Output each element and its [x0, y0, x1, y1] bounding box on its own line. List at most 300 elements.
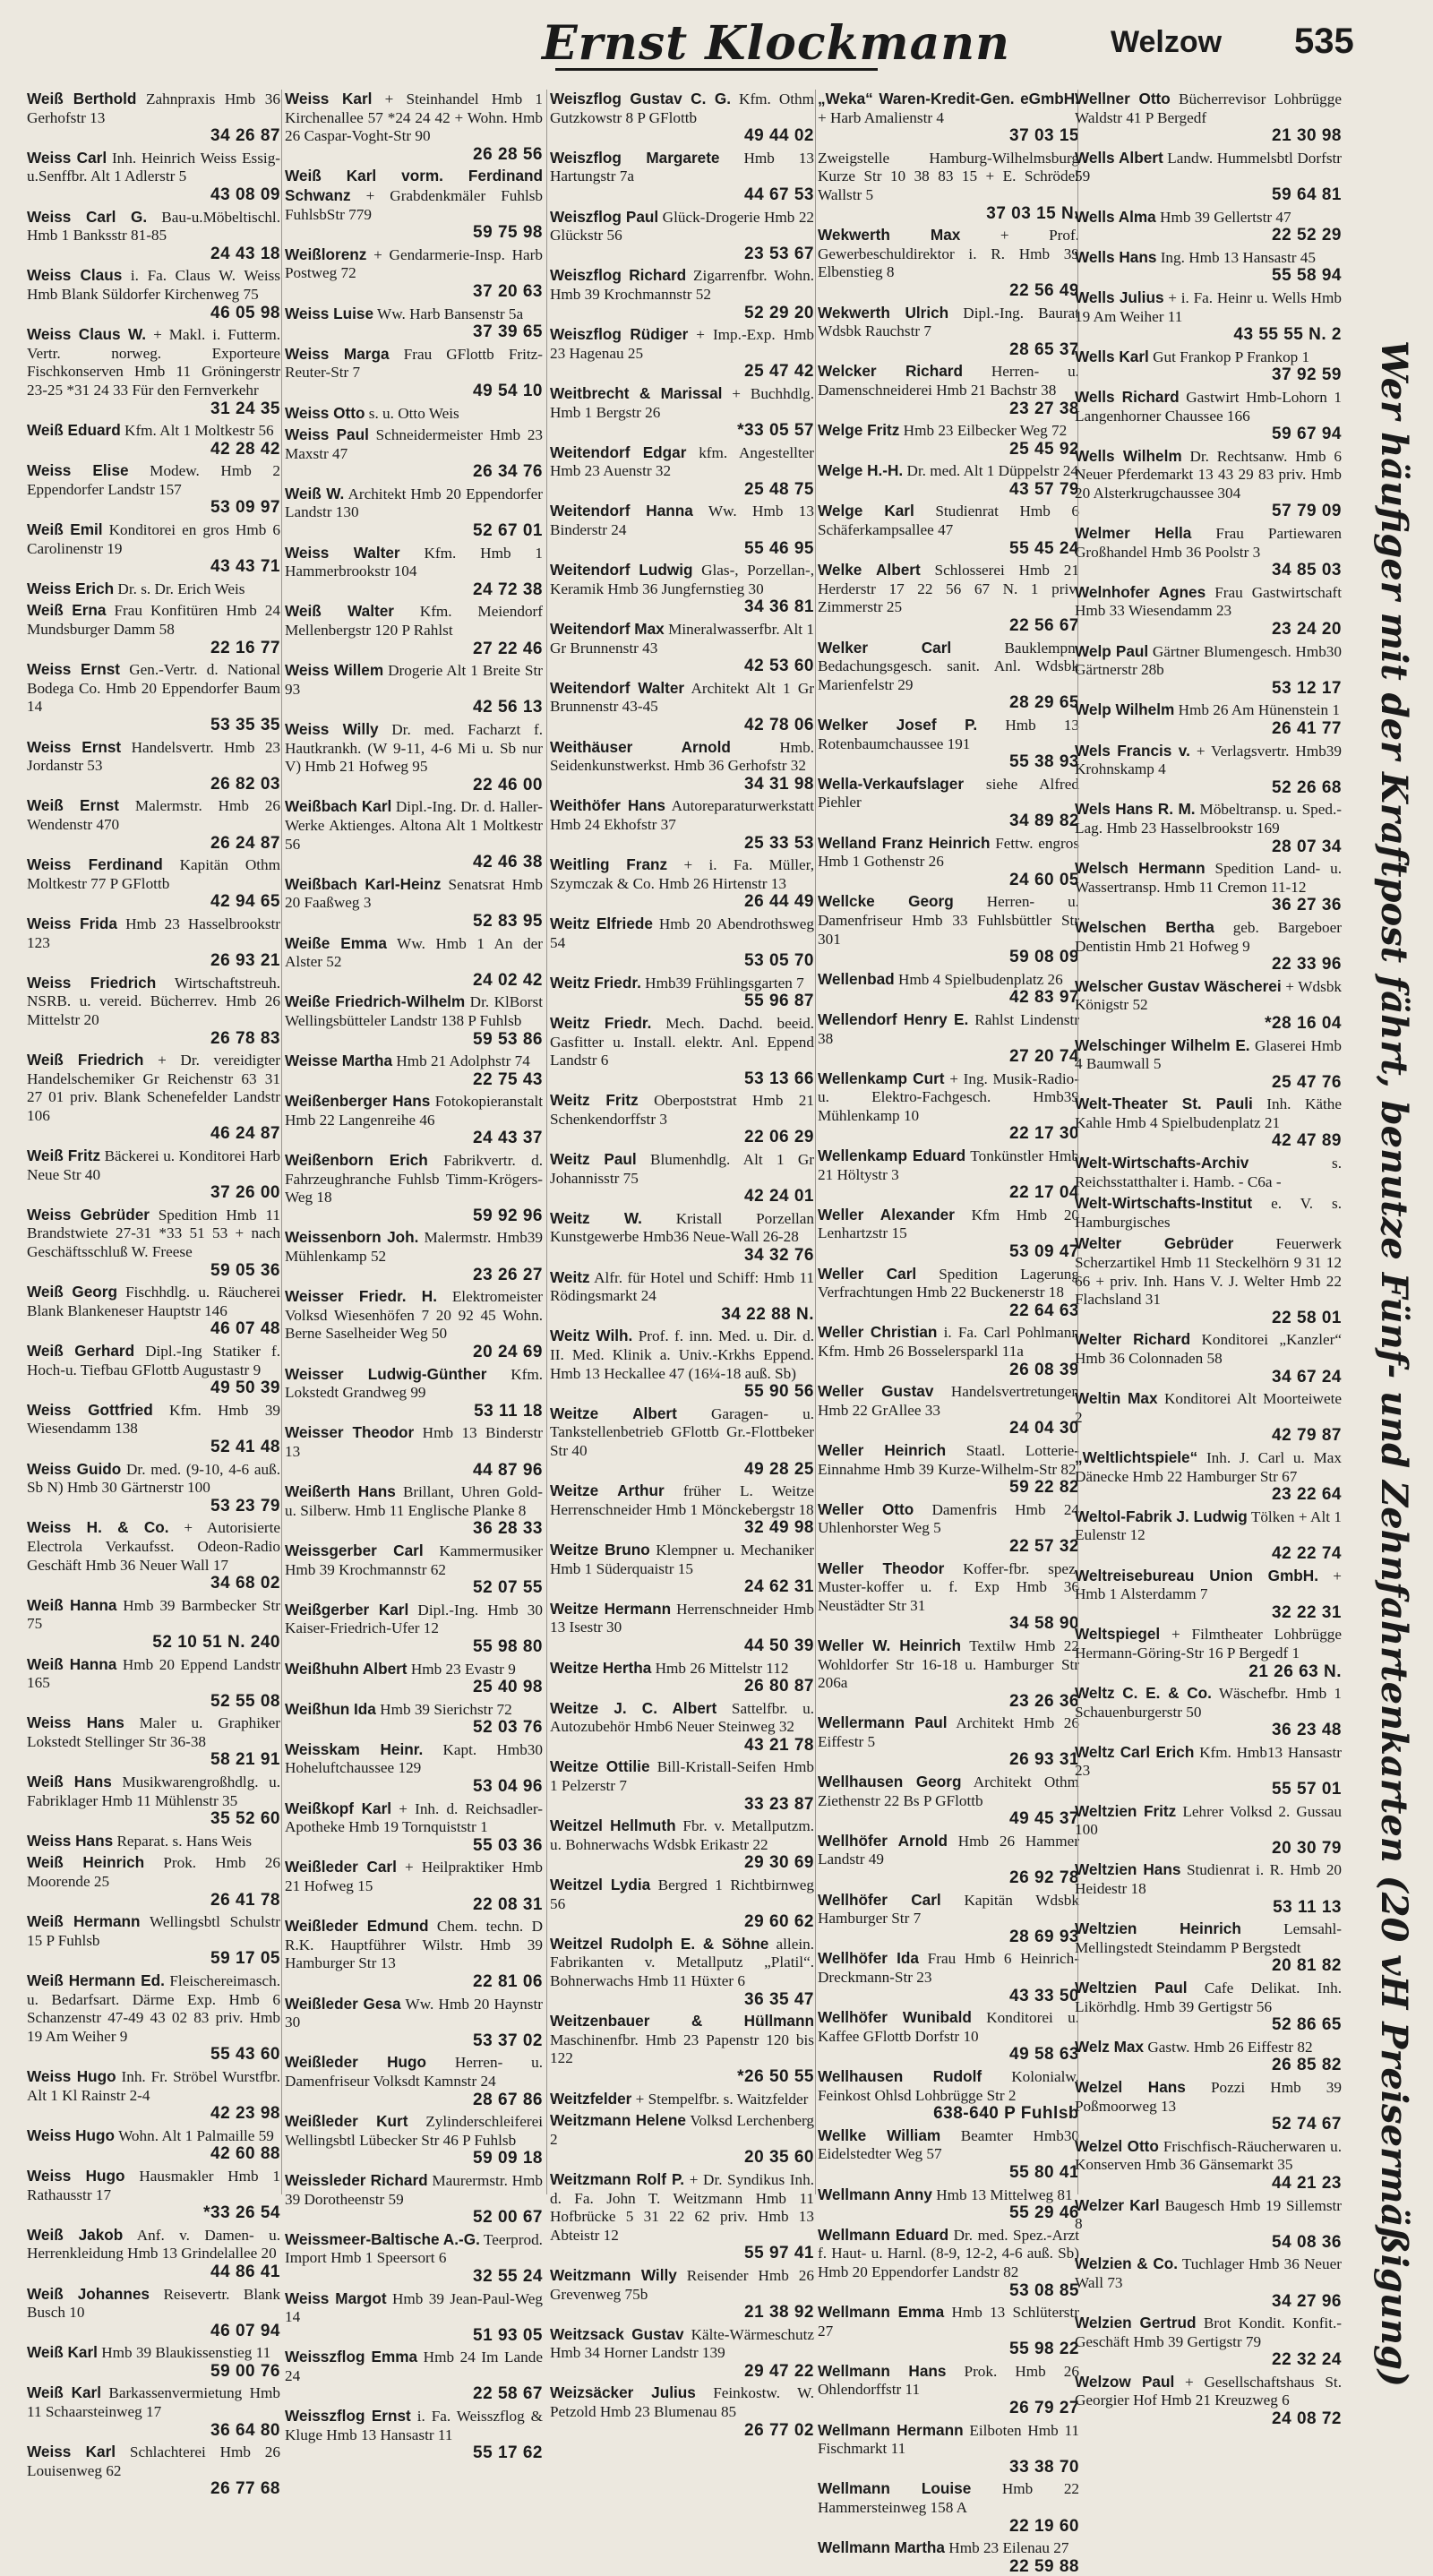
listing-name: Wellendorf Henry E. [818, 1009, 969, 1028]
listing-details: Hmb39 Frühlingsgarten 7 [645, 974, 804, 992]
listing-entry [27, 421, 280, 459]
listing-entry [550, 1404, 814, 1479]
listing-entry [550, 2012, 814, 2086]
listing-entry [818, 2008, 1079, 2065]
listing-details: Bill-Kristall-Seifen Hmb 1 Pelzerstr 7 [550, 1758, 814, 1795]
listing-name: Weitze Arthur [550, 1481, 665, 1500]
listing-name: Wells Albert [1075, 148, 1163, 167]
directory-column-2 [285, 90, 544, 2463]
listing-name: Weitz Paul [550, 1150, 637, 1169]
listing-details: Architekt Alt 1 Gr Brunnenstr 43-45 [550, 679, 814, 716]
listing-phone: 52 00 67 [473, 2208, 543, 2228]
listing-phone: 52 29 20 [744, 303, 814, 322]
listing-name: Weiss Karl [27, 2443, 116, 2461]
listing-details: Brillant, Uhren Gold- u. Silberw. Hmb 11 Englische Planke 8 [285, 1483, 543, 1519]
listing-phone: 46 24 87 [210, 1124, 280, 1144]
listing-details: Kälte-Wärmeschutz Hmb 34 Horner Landstr 139 [550, 2325, 815, 2362]
listing-details: Ww. Hmb 13 Binderstr 24 [550, 502, 814, 539]
listing-details: Feuerwerk Scherzartikel Hmb 11 Steckelhörn 9 31 12 66 + priv. Inh. Hans V. J. Welter Hmb 22 Flachsland 31 [1075, 1235, 1342, 1309]
listing-phone: 22 33 96 [1272, 955, 1342, 975]
listing-name: Welsch Hermann [1075, 859, 1206, 878]
listing-name: Weitendorf Hanna [550, 502, 693, 520]
listing-details: früher L. Weitze Herrenschneider Hmb 1 Mönckebergstr 18 [550, 1482, 814, 1518]
listing-entry [285, 661, 543, 717]
listing-phone: 34 36 81 [744, 597, 814, 617]
listing-details: Herren- u. Damenschneiderei Hmb 21 Bachstr 38 [818, 363, 1079, 399]
listing-entry [1075, 2137, 1342, 2194]
listing-phone: 53 11 18 [474, 1401, 543, 1421]
listing-entry [1075, 1684, 1342, 1740]
listing-entry [1075, 2196, 1342, 2253]
listing-entry [27, 1401, 280, 1457]
listing-name: Weiß Berthold [27, 90, 137, 107]
listing-details: Spedition Land- u. Wassertransp. Hmb 11 Cremon 11-12 [1075, 860, 1342, 896]
listing-entry [27, 2226, 280, 2282]
listing-name: Weitbrecht & Marissal [550, 383, 723, 402]
listing-entry [550, 384, 814, 441]
listing-phone: 25 45 92 [1009, 439, 1079, 459]
listing-phone: 22 81 06 [473, 1972, 543, 1991]
listing-phone: 53 04 96 [473, 1777, 543, 1797]
listing-details: Gut Frankop P Frankop 1 [1153, 348, 1310, 365]
listing-name: Weiss Paul [285, 425, 369, 444]
listing-name: Weißenborn Erich [285, 1151, 428, 1170]
listing-name: Weiss Frida [27, 914, 117, 932]
listing-details: Anf. v. Damen- u. Herrenkleidung Hmb 13 Grindelallee 20 [27, 2226, 280, 2263]
listing-phone: 22 56 67 [1009, 616, 1079, 636]
listing-details: Elektromeister Volksd Wiesenhöfen 7 20 92 45 Wohn. Berne Saselheider Weg 50 [285, 1288, 543, 1343]
listing-name: Weiss Karl [285, 90, 373, 107]
listing-phone: 53 05 70 [744, 951, 814, 971]
listing-entry [285, 2407, 543, 2463]
listing-name: Wellenkamp Curt [818, 1069, 945, 1087]
listing-name: Weisser Friedr. H. [285, 1287, 437, 1306]
listing-entry [550, 2111, 814, 2168]
listing-entry [550, 914, 814, 971]
listing-entry [550, 1541, 814, 1597]
listing-phone: 58 21 91 [210, 1750, 280, 1770]
listing-entry [285, 602, 543, 658]
listing-details: Landw. Hummelsbtl Dorfstr 59 [1075, 149, 1343, 185]
listing-name: Weltzien Paul [1075, 1979, 1188, 1996]
listing-name: Weithöfer Hans [550, 796, 665, 815]
listing-entry [1075, 1154, 1342, 1191]
listing-details: Frischfisch-Räucherwaren u. Konserven Hmb 36 Gänsemarkt 35 [1075, 2137, 1343, 2174]
listing-details: Drogerie Alt 1 Breite Str 93 [285, 662, 543, 698]
listing-details: Handelsvertretungen Hmb 22 GrAllee 33 [818, 1383, 1080, 1419]
listing-phone: 53 09 47 [1009, 1242, 1079, 1262]
listing-name: Weisser Ludwig-Günther [285, 1364, 487, 1383]
listing-entry [27, 325, 280, 418]
listing-phone: 49 44 02 [744, 126, 814, 146]
listing-name: Weiß Hans [27, 1773, 112, 1791]
listing-details: Maschinenfbr. Hmb 23 Papenstr 120 bis 122 [550, 2031, 814, 2067]
listing-entry [285, 992, 543, 1049]
listing-name: Wellenbad [818, 969, 895, 988]
listing-phone: 42 94 65 [210, 892, 280, 912]
listing-name: Weitendorf Edgar [550, 442, 687, 461]
listing-phone: 53 09 97 [210, 498, 280, 518]
listing-entry [550, 855, 814, 912]
listing-phone: 25 47 76 [1272, 1072, 1342, 1092]
listing-entry [27, 1713, 280, 1770]
listing-name: Weitzmann Helene [550, 2111, 686, 2130]
listing-phone: 26 34 76 [473, 462, 543, 482]
listing-name: Weißkopf Karl [285, 1799, 392, 1817]
listing-phone: 46 05 98 [210, 303, 280, 322]
listing-name: „Weltlichtspiele“ [1075, 1447, 1198, 1466]
listing-name: Weitzsack Gustav [550, 2324, 684, 2343]
listing-entry [1075, 977, 1342, 1034]
listing-details: Spedition Lagerung Verfrachtungen Hmb 22 Buckenerstr 18 [818, 1265, 1079, 1301]
listing-entry [550, 502, 814, 558]
listing-phone: 52 55 08 [210, 1691, 280, 1711]
listing-phone: 59 05 36 [210, 1260, 280, 1280]
listing-details: + Harb Amalienstr 4 [818, 108, 944, 126]
listing-details: Dipl.-Ing. Baurat Wdsbk Rauchstr 7 [818, 304, 1079, 340]
listing-entry [1075, 1095, 1342, 1151]
listing-name: Weltz C. E. & Co. [1075, 1684, 1212, 1703]
listing-name: Weiß Ernst [27, 796, 119, 815]
listing-name: Weitzfelder [550, 2089, 632, 2108]
listing-entry [818, 421, 1079, 459]
listing-entry [550, 2090, 814, 2109]
listing-phone: 34 27 96 [1272, 2291, 1342, 2311]
listing-phone: 34 58 90 [1009, 1614, 1079, 1634]
listing-phone: 59 67 94 [1272, 425, 1342, 444]
listing-name: Weitzenbauer & Hüllmann [550, 2012, 814, 2031]
listing-entry [1075, 2373, 1342, 2429]
listing-details: Kfm. Hmb 39 Wiesendamm 138 [27, 1401, 281, 1438]
listing-name: Welschinger Wilhelm E. [1075, 1035, 1250, 1054]
listing-entry [285, 167, 543, 242]
listing-name: Weiss Carl G. [27, 207, 148, 226]
listing-details: Kolonialw. Feinkost Ohlsd Lohbrügge Str 2 [818, 2067, 1079, 2104]
listing-phone: 42 53 60 [744, 657, 814, 676]
listing-phone: 23 53 67 [744, 244, 814, 263]
listing-details: + Inh. d. Reichsadler-Apotheke Hmb 19 Tornquiststr 1 [285, 1799, 543, 1836]
listing-phone: 36 28 33 [473, 1519, 543, 1539]
listing-entry [1075, 149, 1342, 205]
listing-entry [285, 1799, 543, 1856]
listing-entry [285, 1092, 543, 1148]
listing-phone: 59 75 98 [473, 223, 543, 243]
listing-entry [818, 1069, 1079, 1144]
listing-phone: 44 67 53 [744, 185, 814, 204]
logo-underline [555, 68, 878, 71]
listing-name: Weltz Carl Erich [1075, 1742, 1195, 1761]
listing-entry [27, 1853, 280, 1910]
listing-details: Kfm. Alt 1 Moltkestr 56 [124, 422, 274, 440]
listing-phone: 46 07 48 [210, 1319, 280, 1339]
listing-name: Weitze J. C. Albert [550, 1698, 717, 1717]
listing-entry [550, 1600, 814, 1656]
listing-entry [550, 1327, 814, 1401]
listing-phone: 25 40 98 [473, 1678, 543, 1697]
listing-details: Hmb 26 Mittelstr 112 [655, 1659, 789, 1677]
listing-entry [285, 2348, 543, 2404]
listing-entry [285, 1917, 543, 1991]
listing-details: + Ing. Musik-Radio- u. Elektro-Fachgesch. Hmb39 Mühlenkamp 10 [818, 1069, 1079, 1124]
listing-phone: 36 35 47 [744, 1989, 814, 2009]
listing-details: Dr. med. Alt 1 Düppelstr 24 [906, 462, 1078, 480]
listing-name: Weitze Bruno [550, 1540, 650, 1558]
listing-entry [1075, 1036, 1342, 1093]
listing-name: Wekwerth Ulrich [818, 303, 949, 322]
listing-name: Weißleder Kurt [285, 2112, 408, 2131]
listing-details: Bücherrevisor Lohbrügge Waldstr 41 P Bergedf [1075, 90, 1342, 126]
listing-entry [1075, 1860, 1342, 1917]
listing-phone: 53 11 13 [1273, 1897, 1342, 1917]
listing-entry [550, 2266, 814, 2323]
listing-phone: 22 17 30 [1009, 1124, 1079, 1144]
listing-entry [27, 1206, 280, 1280]
listing-entry [1075, 447, 1342, 521]
listing-details: Wohn. Alt 1 Palmaille 59 [118, 2126, 274, 2144]
listing-details: Kapt. Hmb30 Hoheluftchaussee 129 [285, 1740, 543, 1777]
listing-details: Tonkünstler Hmb 21 Höltystr 3 [818, 1147, 1079, 1183]
listing-details: Zweigstelle Hamburg-Wilhelmsburg Kurze Str 10 38 83 15 + E. Schrödel Wallstr 5 [818, 149, 1079, 203]
listing-name: Wellmann Eduard [818, 2225, 949, 2244]
listing-entry [285, 1995, 543, 2051]
listing-entry [818, 1441, 1079, 1498]
listing-phone: 37 39 65 [473, 322, 543, 342]
listing-phone: 24 08 72 [1272, 2409, 1342, 2429]
listing-name: Welter Richard [1075, 1330, 1191, 1349]
listing-entry [1075, 2078, 1342, 2134]
listing-name: Welzel Otto [1075, 2136, 1159, 2155]
listing-phone: 43 08 09 [210, 185, 280, 204]
listing-details: + Makl. i. Futterm. Vertr. norweg. Exporteure Fischkonserven Hmb 11 Gröningerstr 23-25 *31 24 33 Für den Fernverkehr [27, 326, 280, 399]
listing-phone: 26 28 56 [473, 144, 543, 164]
listing-entry [550, 1935, 814, 2009]
listing-entry [550, 325, 814, 382]
listing-details: Brot Kondit. Konfit.-Geschäft Hmb 39 Gertigstr 79 [1075, 2314, 1342, 2350]
listing-phone: 42 60 88 [210, 2144, 280, 2164]
listing-details: Inh. Heinrich Weiss Essig-u.Senffbr. Alt 1 Adlerstr 5 [27, 149, 281, 185]
listing-phone: 26 78 83 [210, 1028, 280, 1048]
listing-entry [1075, 1743, 1342, 1799]
listing-details: Studienrat Hmb 6 Schäferkampsallee 47 [818, 502, 1080, 539]
listing-entry [285, 875, 543, 932]
listing-phone: 35 52 60 [210, 1809, 280, 1829]
listing-details: siehe Alfred Piehler [818, 775, 1079, 811]
listing-details: Inh. J. Carl u. Max Dänecke Hmb 22 Hamburger Str 67 [1075, 1448, 1342, 1485]
listing-name: Weiss Claus [27, 266, 123, 285]
listing-details: + Gendarmerie-Insp. Harb Postweg 72 [285, 245, 543, 282]
listing-details: s. u. Otto Weis [368, 404, 459, 422]
listing-details: Musikwarengroßhdlg. u. Fabriklager Hmb 11 Mühlenstr 35 [27, 1773, 281, 1809]
listing-phone: 53 08 85 [1009, 2280, 1079, 2300]
listing-details: + Stempelfbr. s. Waitzfelder [635, 2090, 809, 2108]
listing-phone: 52 07 55 [473, 1578, 543, 1598]
listing-details: + Verlagsvertr. Hmb39 Krohnskamp 4 [1075, 742, 1342, 778]
listing-details: Dr. s. Dr. Erich Weis [117, 580, 245, 597]
listing-name: Weiss Ernst [27, 737, 122, 756]
listing-phone: 34 85 03 [1272, 561, 1342, 580]
listing-phone: 42 47 89 [1272, 1131, 1342, 1151]
listing-phone: 32 49 98 [744, 1518, 814, 1538]
listing-name: Wellmann Hans [818, 2361, 947, 2380]
listing-name: Weisse Martha [285, 1052, 393, 1070]
listing-entry [818, 2067, 1079, 2124]
listing-phone: 52 86 65 [1272, 2015, 1342, 2035]
listing-entry [1075, 583, 1342, 640]
listing-details: Pozzi Hmb 39 Poßmoorweg 13 [1075, 2078, 1342, 2115]
listing-entry [27, 580, 280, 599]
listing-phone: 26 93 21 [210, 951, 280, 971]
listing-phone: 55 43 60 [210, 2045, 280, 2065]
listing-details: Prok. Hmb 26 Moorende 25 [27, 1854, 280, 1891]
listing-name: Weiss Elise [27, 461, 129, 480]
listing-phone: 26 80 87 [744, 1677, 814, 1696]
listing-details: Dr. med. Facharzt f. Hautkrankh. (W 9-11, 4-6 Mi u. Sb nur V) Hmb 21 Hofweg 95 [285, 721, 543, 776]
listing-details: Cafe Delikat. Inh. Likörhdlg. Hmb 39 Gertigstr 56 [1075, 1979, 1343, 2015]
listing-name: Weiss Hans [27, 1831, 114, 1850]
listing-phone: 22 17 04 [1009, 1183, 1079, 1203]
listing-entry [818, 1146, 1079, 1203]
listing-phone: 23 27 38 [1009, 399, 1079, 418]
listing-phone: 34 26 87 [210, 126, 280, 146]
listing-entry [285, 1423, 543, 1480]
listing-name: Welge Fritz [818, 421, 900, 440]
listing-phone: 22 58 67 [473, 2384, 543, 2404]
listing-entry [818, 362, 1079, 418]
listing-details: Frau Konfitüren Hmb 24 Mundsburger Damm 58 [27, 602, 280, 639]
listing-entry [27, 2285, 280, 2341]
listing-entry [27, 520, 280, 577]
listing-name: Wells Julius [1075, 288, 1164, 306]
listing-details: Möbeltransp. u. Sped.-Lag. Hmb 23 Hasselbrookstr 169 [1075, 801, 1342, 837]
listing-name: Weiß Georg [27, 1283, 117, 1301]
listing-details: Bauklempn. Bedachungsgesch. sanit. Anl. Wdsbk Marienfelstr 29 [818, 639, 1080, 693]
listing-entry [818, 226, 1079, 300]
listing-details: Oberpoststrat Hmb 21 Schenkendorffstr 3 [550, 1092, 814, 1128]
listing-details: Hmb 39 Blaukissenstieg 11 [101, 2344, 271, 2362]
listing-details: Kfm Hmb 20 Lenhartzstr 15 [818, 1206, 1080, 1242]
listing-entry [1075, 2038, 1342, 2075]
listing-entry [1075, 388, 1342, 444]
listing-details: Hausmakler Hmb 1 Rathausstr 17 [27, 2167, 280, 2203]
listing-details: Architekt Othm Ziethenstr 22 Bs P GFlottb [818, 1773, 1079, 1809]
listing-entry [27, 914, 280, 971]
listing-details: Kapitän Othm Moltkestr 77 P GFlottb [27, 856, 281, 892]
listing-details: Hmb 13 Mittelweg 81 [936, 2185, 1073, 2203]
listing-entry [550, 1699, 814, 1756]
listing-details: i. Fa. Claus W. Weiss Hmb Blank Süldorfer Kirchenweg 75 [27, 267, 281, 303]
listing-details: Kfm. Lokstedt Grandweg 99 [285, 1365, 543, 1402]
listing-details: Fotokopieranstalt Hmb 22 Langenreihe 46 [285, 1093, 543, 1129]
listing-phone: 49 28 25 [744, 1459, 814, 1479]
listing-phone: 26 24 87 [210, 833, 280, 853]
listing-name: Weltzien Fritz [1075, 1801, 1177, 1820]
listing-name: Weiss Friedrich [27, 973, 157, 992]
listing-name: Welge H.-H. [818, 461, 904, 480]
listing-entry [818, 2421, 1079, 2477]
listing-details: Glaserei Hmb 4 Baumwall 5 [1075, 1036, 1343, 1073]
listing-phone: 23 26 27 [473, 1265, 543, 1284]
listing-entry [818, 149, 1079, 223]
listing-details: Beamter Hmb30 Eidelstedter Weg 57 [818, 2126, 1080, 2163]
listing-entry [550, 1876, 814, 1932]
listing-entry [1075, 1389, 1342, 1446]
listing-name: Weiss Ferdinand [27, 855, 163, 874]
listing-details: Rahlst Lindenstr 38 [818, 1010, 1079, 1047]
listing-name: Weiss Ernst [27, 660, 120, 679]
listing-entry [27, 1283, 280, 1339]
listing-entry [1075, 918, 1342, 975]
listing-phone: 24 04 30 [1009, 1419, 1079, 1438]
listing-details: Ww. Harb Bansenstr 5a [377, 305, 524, 322]
listing-name: Weltol-Fabrik J. Ludwig [1075, 1507, 1248, 1525]
listing-details: Klempner u. Mechaniker Hmb 1 Süderquaistr 15 [550, 1541, 815, 1577]
listing-phone: 37 92 59 [1272, 365, 1342, 385]
listing-name: Weltspiegel [1075, 1625, 1161, 1644]
listing-details: Frau Partiewaren Großhandel Hmb 36 Poolstr 3 [1075, 525, 1342, 561]
listing-name: Weiß Hermann Ed. [27, 1971, 165, 1989]
listing-name: Weisskam Heinr. [285, 1739, 424, 1758]
listing-name: Weiß Jakob [27, 2225, 124, 2244]
listing-details: Ww. Hmb 1 An der Alster 52 [285, 934, 543, 971]
listing-entry [27, 1518, 280, 1593]
listing-phone: 55 46 95 [744, 538, 814, 558]
listing-name: Weiszflog Rüdiger [550, 325, 689, 344]
listing-name: Wekwerth Max [818, 226, 961, 245]
listing-entry [1075, 2314, 1342, 2370]
listing-phone: 37 26 00 [210, 1183, 280, 1203]
listing-name: Weitze Hertha [550, 1658, 652, 1677]
listing-entry [818, 2479, 1079, 2536]
listing-details: Kfm. Meiendorf Mellenbergstr 120 P Rahlst [285, 603, 543, 640]
listing-name: Wellhöfer Carl [818, 1890, 941, 1909]
listing-entry [285, 934, 543, 991]
listing-entry [818, 1713, 1079, 1770]
listing-phone: 43 21 78 [744, 1735, 814, 1755]
listing-name: Weißhun Ida [285, 1699, 376, 1718]
listing-entry [285, 2171, 543, 2228]
listing-phone: 52 41 48 [210, 1437, 280, 1456]
listing-entry [818, 1832, 1079, 1888]
column-divider [546, 90, 547, 2194]
listing-name: Weitz Elfriede [550, 914, 653, 932]
listing-name: Weiß Hanna [27, 1595, 117, 1614]
listing-name: Weissleder Richard [285, 2170, 428, 2189]
listing-name: Weiss Luise [285, 304, 374, 322]
listing-entry [1075, 288, 1342, 345]
listing-details: Schneidermeister Hmb 23 Maxstr 47 [285, 426, 544, 462]
listing-name: Welker Carl [818, 638, 952, 657]
listing-entry [1075, 742, 1342, 798]
listing-entry [550, 2170, 814, 2263]
listing-details: Architekt Hmb 20 Eppendorfer Landstr 130 [285, 485, 543, 521]
listing-entry [1075, 1507, 1342, 1564]
listing-details: Reisender Hmb 26 Grevenweg 75b [550, 2266, 814, 2303]
listing-entry [27, 660, 280, 734]
listing-phone: 37 03 15 [1009, 126, 1079, 146]
listing-name: Wellmann Emma [818, 2303, 945, 2322]
listing-entry [1075, 1919, 1342, 1976]
listing-details: Hmb 23 Eilenau 27 [948, 2539, 1069, 2557]
directory-column-1 [27, 90, 281, 2499]
listing-name: Weithäuser Arnold [550, 737, 731, 756]
listing-phone: 53 12 17 [1272, 678, 1342, 698]
listing-details: Hmb 13 Hartungstr 7a [550, 149, 814, 185]
listing-entry [818, 1323, 1079, 1379]
listing-details: Fettw. engros Hmb 1 Gothenstr 26 [818, 834, 1080, 871]
listing-details: + Imp.-Exp. Hmb 23 Hagenau 25 [550, 326, 815, 362]
listing-details: Hmb 39 Barmbecker Str 75 [27, 1596, 280, 1633]
listing-entry [27, 1342, 280, 1398]
